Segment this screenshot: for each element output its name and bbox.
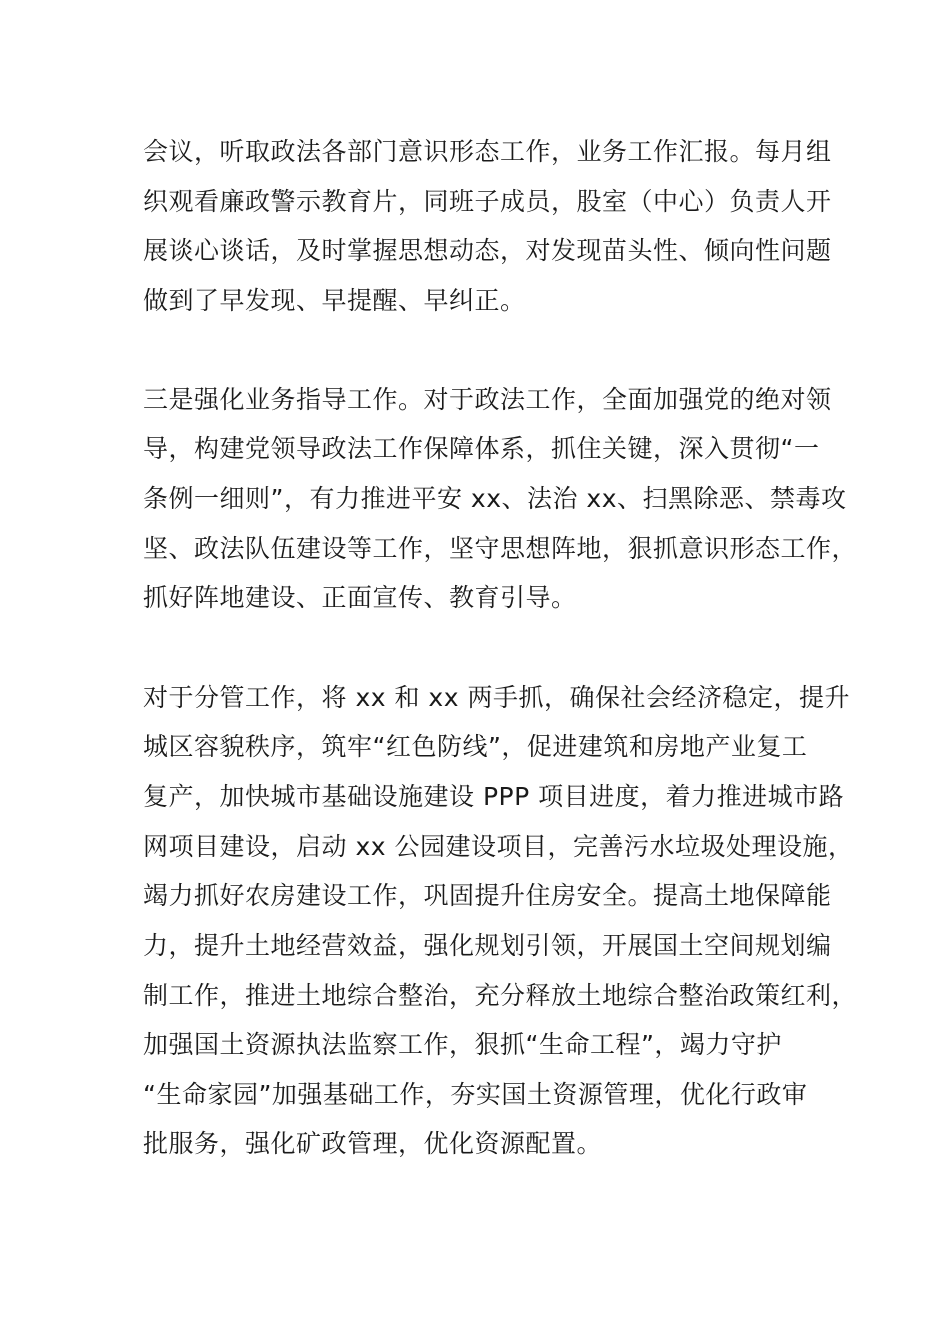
- paragraph-3-line-10: 批服务，强化矿政管理，优化资源配置。: [143, 1129, 603, 1158]
- paragraph-2-line-5: 抓好阵地建设、正面宣传、教育引导。: [143, 583, 577, 612]
- paragraph-3-line-3: 复产，加快城市基础设施建设 PPP 项目进度，着力推进城市路: [143, 782, 845, 811]
- paragraph-3-line-8: 加强国土资源执法监察工作，狠抓“生命工程”，竭力守护: [143, 1030, 782, 1059]
- paragraph-3-line-7: 制工作，推进土地综合整治，充分释放土地综合整治政策红利，: [143, 981, 858, 1010]
- paragraph-1-line-4: 做到了早发现、早提醒、早纠正。: [143, 286, 526, 315]
- paragraph-1-line-2: 织观看廉政警示教育片，同班子成员，股室（中心）负责人开: [143, 187, 832, 216]
- paragraph-1-line-1: 会议，听取政法各部门意识形态工作，业务工作汇报。每月组: [143, 137, 832, 166]
- paragraph-2-line-2: 导，构建党领导政法工作保障体系，抓住关键，深入贯彻“一: [143, 434, 820, 463]
- paragraph-2-line-3: 条例一细则”，有力推进平安 xx、法治 xx、扫黑除恶、禁毒攻: [143, 484, 847, 513]
- paragraph-3-line-9: “生命家园”加强基础工作，夯实国土资源管理，优化行政审: [143, 1080, 808, 1109]
- paragraph-2-line-4: 坚、政法队伍建设等工作，坚守思想阵地，狠抓意识形态工作，: [143, 534, 858, 563]
- paragraph-1-line-3: 展谈心谈话，及时掌握思想动态，对发现苗头性、倾向性问题: [143, 236, 832, 265]
- paragraph-3-line-1: 对于分管工作，将 xx 和 xx 两手抓，确保社会经济稳定，提升: [143, 683, 850, 712]
- paragraph-3-line-2: 城区容貌秩序，筑牢“红色防线”，促进建筑和房地产业复工: [143, 732, 808, 761]
- paragraph-2-line-1: 三是强化业务指导工作。对于政法工作，全面加强党的绝对领: [143, 385, 832, 414]
- paragraph-3-line-6: 力，提升土地经营效益，强化规划引领，开展国土空间规划编: [143, 931, 832, 960]
- paragraph-3-line-4: 网项目建设，启动 xx 公园建设项目，完善污水垃圾处理设施，: [143, 832, 854, 861]
- paragraph-3-line-5: 竭力抓好农房建设工作，巩固提升住房安全。提高土地保障能: [143, 881, 832, 910]
